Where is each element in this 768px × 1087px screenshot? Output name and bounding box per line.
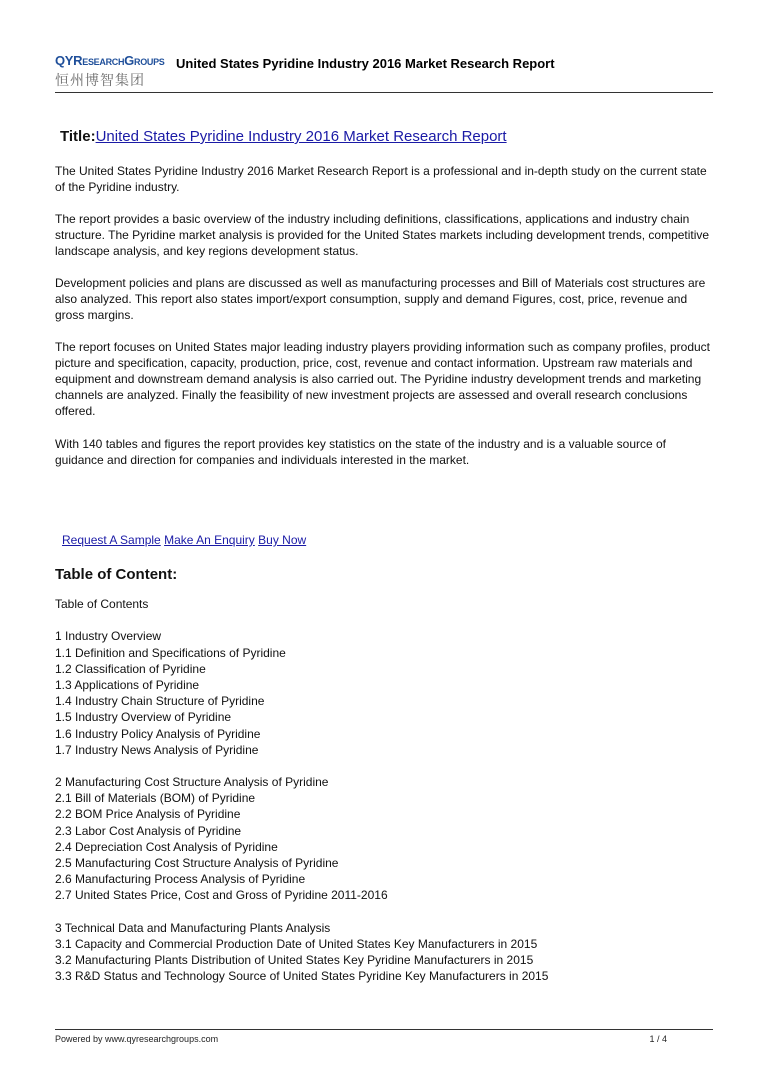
company-logo bbox=[55, 51, 167, 87]
report-title-line bbox=[60, 128, 507, 145]
report-title-link[interactable]: United States Pyridine Industry 2016 Market Research Report bbox=[95, 128, 507, 145]
toc-subheading: Table of Contents bbox=[55, 597, 149, 611]
toc-entry: 2.2 BOM Price Analysis of Pyridine bbox=[55, 807, 241, 822]
buy-now-link[interactable]: Buy Now bbox=[258, 533, 307, 547]
toc-entry: 3.3 R&D Status and Technology Source of United States Pyridine Key Manufacturers in 2015 bbox=[55, 969, 549, 984]
logo-english-text: QYResearchGroups bbox=[55, 53, 165, 68]
toc-entry: 2.6 Manufacturing Process Analysis of Pyridine bbox=[55, 872, 306, 887]
header-title: United States Pyridine Industry 2016 Market Research Report bbox=[176, 56, 555, 71]
title-label: Title: bbox=[60, 128, 96, 145]
toc-entry: 3.2 Manufacturing Plants Distribution of United States Key Pyridine Manufacturers in 2015 bbox=[55, 953, 534, 968]
toc-spacer bbox=[55, 758, 548, 774]
toc-heading: Table of Content: bbox=[55, 566, 178, 583]
toc-entry: 1.3 Applications of Pyridine bbox=[55, 677, 200, 692]
table-of-contents bbox=[55, 596, 548, 985]
page-header bbox=[55, 51, 713, 93]
players-paragraph: The report focuses on United States major leading industry players providing information such as company profiles, product picture and specification, capacity, production, price, cost, revenue and contact information. Upstream raw materials and equipment and downstream demand analysis is also carried out. The Pyridine industry development trends and marketing channels are analyzed. Finally the feasibility of new investment projects are assessed and overall research conclusions offered. bbox=[55, 340, 711, 418]
toc-entry: 1.1 Definition and Specifications of Pyridine bbox=[55, 645, 286, 660]
toc-entry: 3 Technical Data and Manufacturing Plants Analysis bbox=[55, 920, 331, 935]
toc-entry: 2.1 Bill of Materials (BOM) of Pyridine bbox=[55, 791, 256, 806]
toc-entry: 2 Manufacturing Cost Structure Analysis of Pyridine bbox=[55, 775, 329, 790]
intro-paragraph: The United States Pyridine Industry 2016 Market Research Report is a professional and in-depth study on the current state of the Pyridine industry. bbox=[55, 164, 707, 194]
statistics-paragraph: With 140 tables and figures the report provides key statistics on the state of the industry and is a valuable source of guidance and direction for companies and individuals interested in the market. bbox=[55, 437, 667, 467]
toc-entry: 1.2 Classification of Pyridine bbox=[55, 661, 206, 676]
toc-entry: 1.6 Industry Policy Analysis of Pyridine bbox=[55, 726, 261, 741]
toc-entry: 1.4 Industry Chain Structure of Pyridine bbox=[55, 694, 265, 709]
policy-paragraph: Development policies and plans are discussed as well as manufacturing processes and Bill of Materials cost structures are also analyzed. This report also states import/export consumption, supply and demand Figures, cost, price, revenue and gross margins. bbox=[55, 276, 706, 322]
logo-chinese-text: 恒州博智集团 bbox=[55, 72, 145, 88]
action-links bbox=[62, 533, 306, 547]
page-footer bbox=[55, 1029, 713, 1044]
make-enquiry-link[interactable]: Make An Enquiry bbox=[164, 533, 255, 547]
toc-entry: 3.1 Capacity and Commercial Production Date of United States Key Manufacturers in 2015 bbox=[55, 936, 538, 951]
toc-spacer bbox=[55, 904, 548, 920]
toc-entry: 1 Industry Overview bbox=[55, 629, 162, 644]
toc-spacer bbox=[55, 612, 548, 628]
toc-entry: 2.7 United States Price, Cost and Gross of Pyridine 2011-2016 bbox=[55, 888, 388, 903]
toc-entry: 2.5 Manufacturing Cost Structure Analysis of Pyridine bbox=[55, 856, 339, 870]
toc-entry: 1.7 Industry News Analysis of Pyridine bbox=[55, 742, 259, 757]
footer-powered-by: Powered by www.qyresearchgroups.com bbox=[55, 1034, 219, 1044]
overview-paragraph: The report provides a basic overview of the industry including definitions, classifications, applications and industry chain structure. The Pyridine market analysis is provided for the United States markets including development trends, competitive landscape analysis, and key regions development status. bbox=[55, 212, 710, 258]
toc-entry: 2.4 Depreciation Cost Analysis of Pyridine bbox=[55, 839, 278, 854]
toc-entry: 2.3 Labor Cost Analysis of Pyridine bbox=[55, 823, 242, 838]
request-sample-link[interactable]: Request A Sample bbox=[62, 533, 161, 547]
footer-page-number: 1 / 4 bbox=[649, 1034, 667, 1044]
toc-entry: 1.5 Industry Overview of Pyridine bbox=[55, 710, 232, 725]
